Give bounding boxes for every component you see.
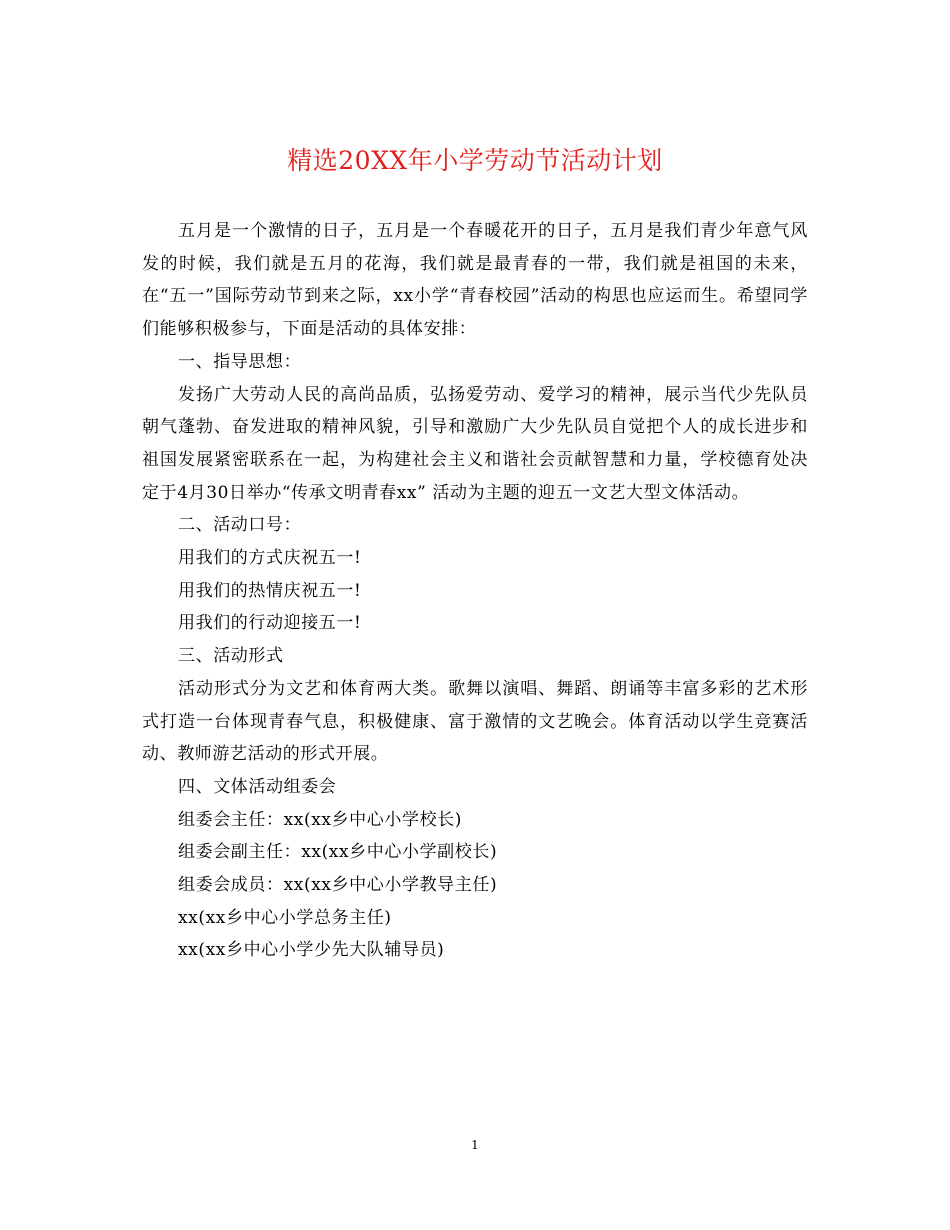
guiding-ideology-paragraph: 发扬广大劳动人民的高尚品质，弘扬爱劳动、爱学习的精神，展示当代少先队员朝气蓬勃、奋发进取的精神风貌，引导和激励广大少先队员自觉把个人的成长进步和祖国发展紧密联系在一起，为构建社会主义和谐社会贡献智慧和力量，学校德育处决定于4月30日举办“传承文明青春xx” 活动为主题的迎五一文艺大型文体活动。 — [142, 384, 808, 503]
document-body — [142, 215, 808, 967]
slogan-line: 用我们的热情庆祝五一! — [178, 580, 362, 601]
intro-paragraph: 五月是一个激情的日子，五月是一个春暖花开的日子，五月是我们青少年意气风发的时候，我们就是五月的花海，我们就是最青春的一带，我们就是祖国的未来，在“五一”国际劳动节到来之际，xx小学“青春校园”活动的构思也应运而生。希望同学们能够积极参与，下面是活动的具体安排： — [142, 221, 808, 340]
section-heading-activity-form: 三、活动形式 — [178, 646, 284, 667]
committee-member-line: 组委会副主任：xx(xx乡中心小学副校长) — [178, 842, 498, 863]
activity-form-paragraph: 活动形式分为文艺和体育两大类。歌舞以演唱、舞蹈、朗诵等丰富多彩的艺术形式打造一台体现青春气息，积极健康、富于激情的文艺晚会。体育活动以学生竞赛活动、教师游艺活动的形式开展。 — [142, 678, 808, 765]
committee-member-line: 组委会成员：xx(xx乡中心小学教导主任) — [178, 875, 498, 896]
document-title: 精选20XX年小学劳动节活动计划 — [287, 146, 663, 175]
section-heading-slogan: 二、活动口号： — [178, 515, 302, 536]
slogan-line: 用我们的行动迎接五一! — [178, 613, 362, 634]
committee-member-line: xx(xx乡中心小学少先大队辅导员) — [178, 940, 445, 961]
committee-member-line: xx(xx乡中心小学总务主任) — [178, 907, 392, 928]
slogan-line: 用我们的方式庆祝五一! — [178, 548, 362, 569]
section-heading-guiding-ideology: 一、指导思想： — [178, 351, 302, 372]
page-number: 1 — [471, 1138, 479, 1152]
committee-member-line: 组委会主任：xx(xx乡中心小学校长) — [178, 809, 463, 830]
section-heading-committee: 四、文体活动组委会 — [178, 776, 337, 797]
